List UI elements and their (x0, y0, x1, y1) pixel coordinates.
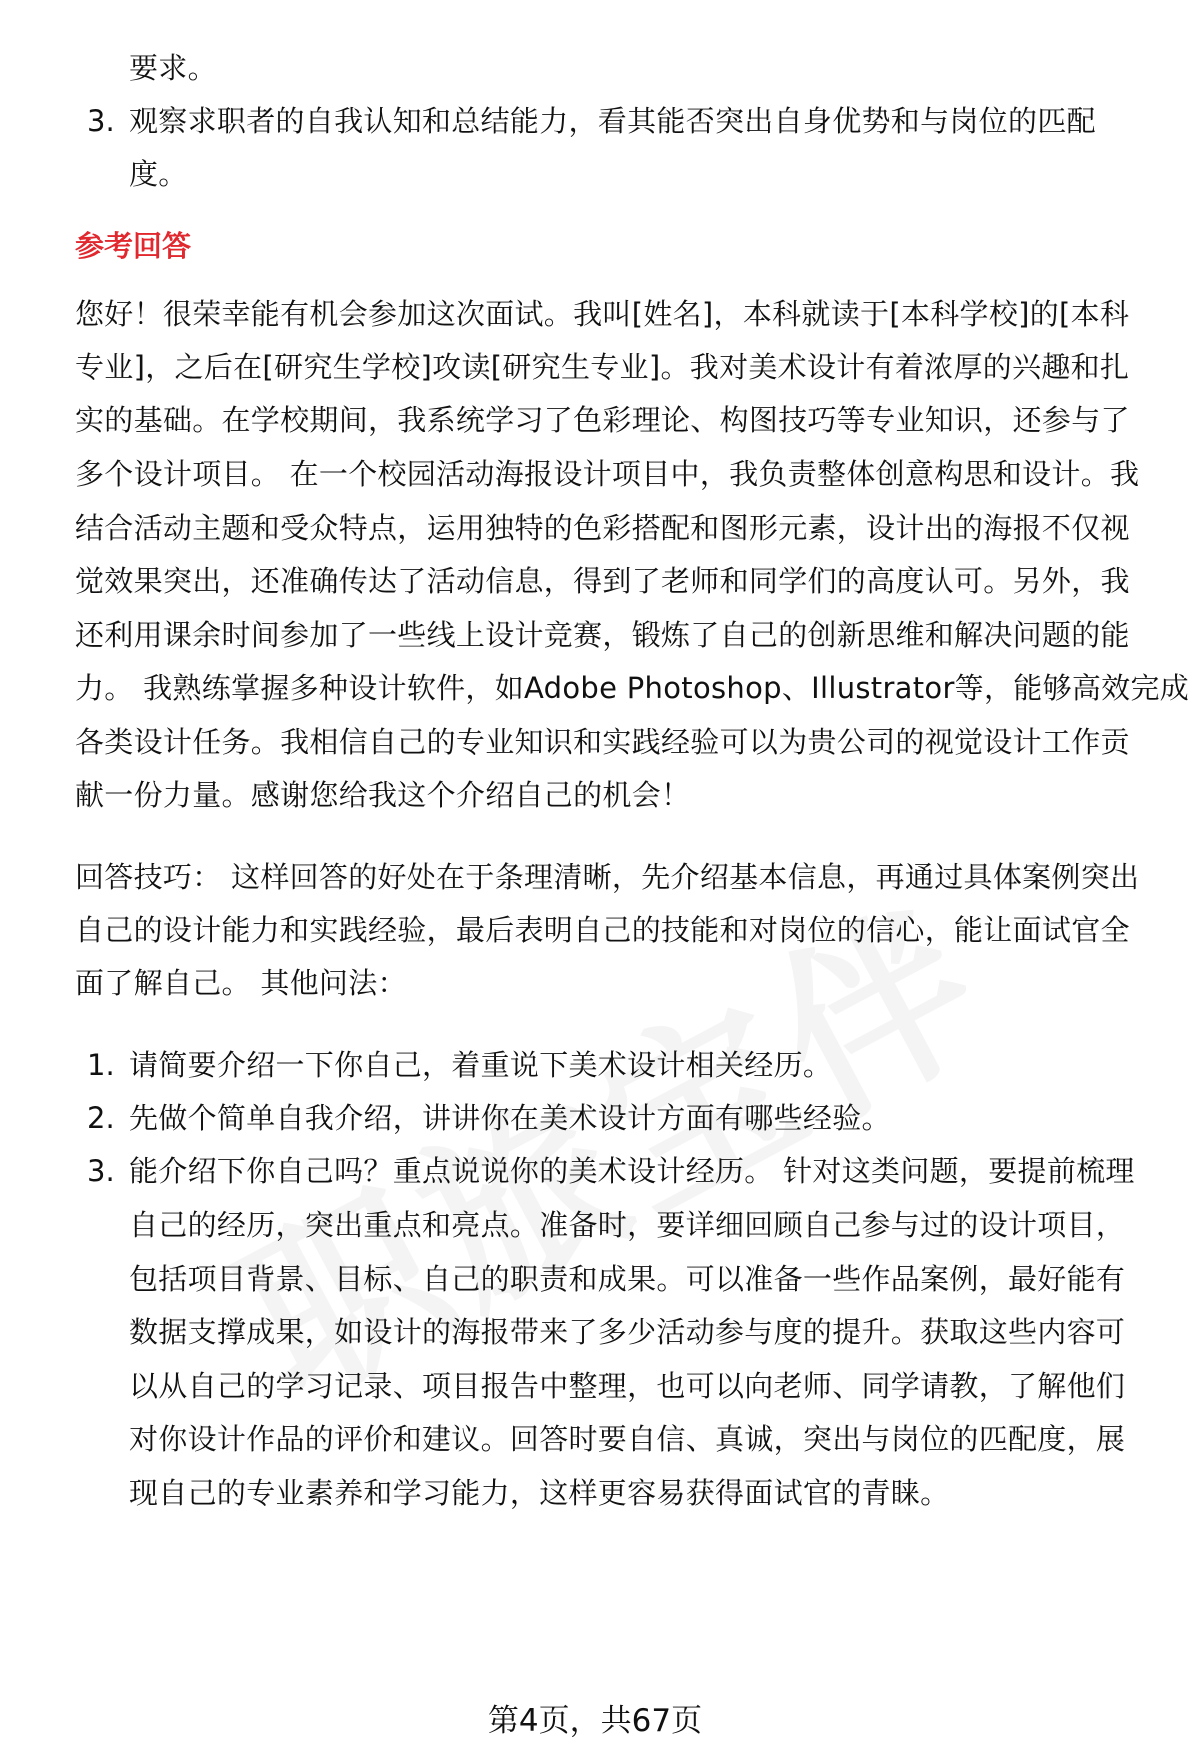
answer-line-10: 献一份力量。感谢您给我这个介绍自己的机会！ (75, 778, 691, 812)
answer-line-6: 觉效果突出，还准确传达了活动信息，得到了老师和同学们的高度认可。另外，我 (75, 564, 1130, 598)
list-item-3-line-2: 度。 (129, 157, 188, 191)
list-item-2-continuation: 要求。 (129, 51, 217, 85)
answer-line-8: 力。 我熟练掌握多种设计软件，如Adobe Photoshop、Illustrator等，能够高效完成 (75, 671, 1190, 705)
answer-line-9: 各类设计任务。我相信自己的专业知识和实践经验可以为贵公司的视觉设计工作贡 (75, 725, 1130, 759)
tips-line-3: 面了解自己。 其他问法： (75, 966, 407, 1000)
reference-answer-heading: 参考回答 (75, 229, 192, 263)
answer-line-5: 结合活动主题和受众特点，运用独特的色彩搭配和图形元素，设计出的海报不仅视 (75, 511, 1130, 545)
answer-line-2: 专业]，之后在[研究生学校]攻读[研究生专业]。我对美术设计有着浓厚的兴趣和扎 (75, 350, 1130, 384)
tips-line-1: 回答技巧： 这样回答的好处在于条理清晰，先介绍基本信息，再通过具体案例突出 (75, 860, 1140, 894)
answer-line-7: 还利用课余时间参加了一些线上设计竞赛，锻炼了自己的创新思维和解决问题的能 (75, 618, 1130, 652)
question-2-line-1: 先做个简单自我介绍，讲讲你在美术设计方面有哪些经验。 (129, 1101, 891, 1135)
question-1-number: 1. (87, 1048, 115, 1082)
question-1-line-1: 请简要介绍一下你自己，着重说下美术设计相关经历。 (129, 1048, 833, 1082)
list-item-3-number: 3. (87, 104, 115, 138)
answer-line-1: 您好！很荣幸能有机会参加这次面试。我叫[姓名]，本科就读于[本科学校]的[本科 (75, 297, 1130, 331)
question-2-number: 2. (87, 1101, 115, 1135)
question-3-line-3: 包括项目背景、目标、自己的职责和成果。可以准备一些作品案例，最好能有 (129, 1262, 1126, 1296)
question-3-line-6: 对你设计作品的评价和建议。回答时要自信、真诚，突出与岗位的匹配度，展 (129, 1422, 1126, 1456)
list-item-3-line-1: 观察求职者的自我认知和总结能力，看其能否突出自身优势和与岗位的匹配 (129, 104, 1096, 138)
tips-line-2: 自己的设计能力和实践经验，最后表明自己的技能和对岗位的信心，能让面试官全 (75, 913, 1130, 947)
question-3-line-4: 数据支撑成果，如设计的海报带来了多少活动参与度的提升。获取这些内容可 (129, 1315, 1126, 1349)
answer-line-4: 多个设计项目。 在一个校园活动海报设计项目中，我负责整体创意构思和设计。我 (75, 457, 1140, 491)
question-3-number: 3. (87, 1154, 115, 1188)
page-number-footer: 第4页，共67页 (487, 1703, 703, 1739)
answer-line-3: 实的基础。在学校期间，我系统学习了色彩理论、构图技巧等专业知识，还参与了 (75, 403, 1130, 437)
question-3-line-5: 以从自己的学习记录、项目报告中整理，也可以向老师、同学请教，了解他们 (129, 1369, 1126, 1403)
question-3-line-2: 自己的经历，突出重点和亮点。准备时，要详细回顾自己参与过的设计项目， (129, 1208, 1126, 1242)
question-3-line-1: 能介绍下你自己吗？重点说说你的美术设计经历。 针对这类问题，要提前梳理 (129, 1154, 1135, 1188)
question-3-line-7: 现自己的专业素养和学习能力，这样更容易获得面试官的青睐。 (129, 1476, 950, 1510)
